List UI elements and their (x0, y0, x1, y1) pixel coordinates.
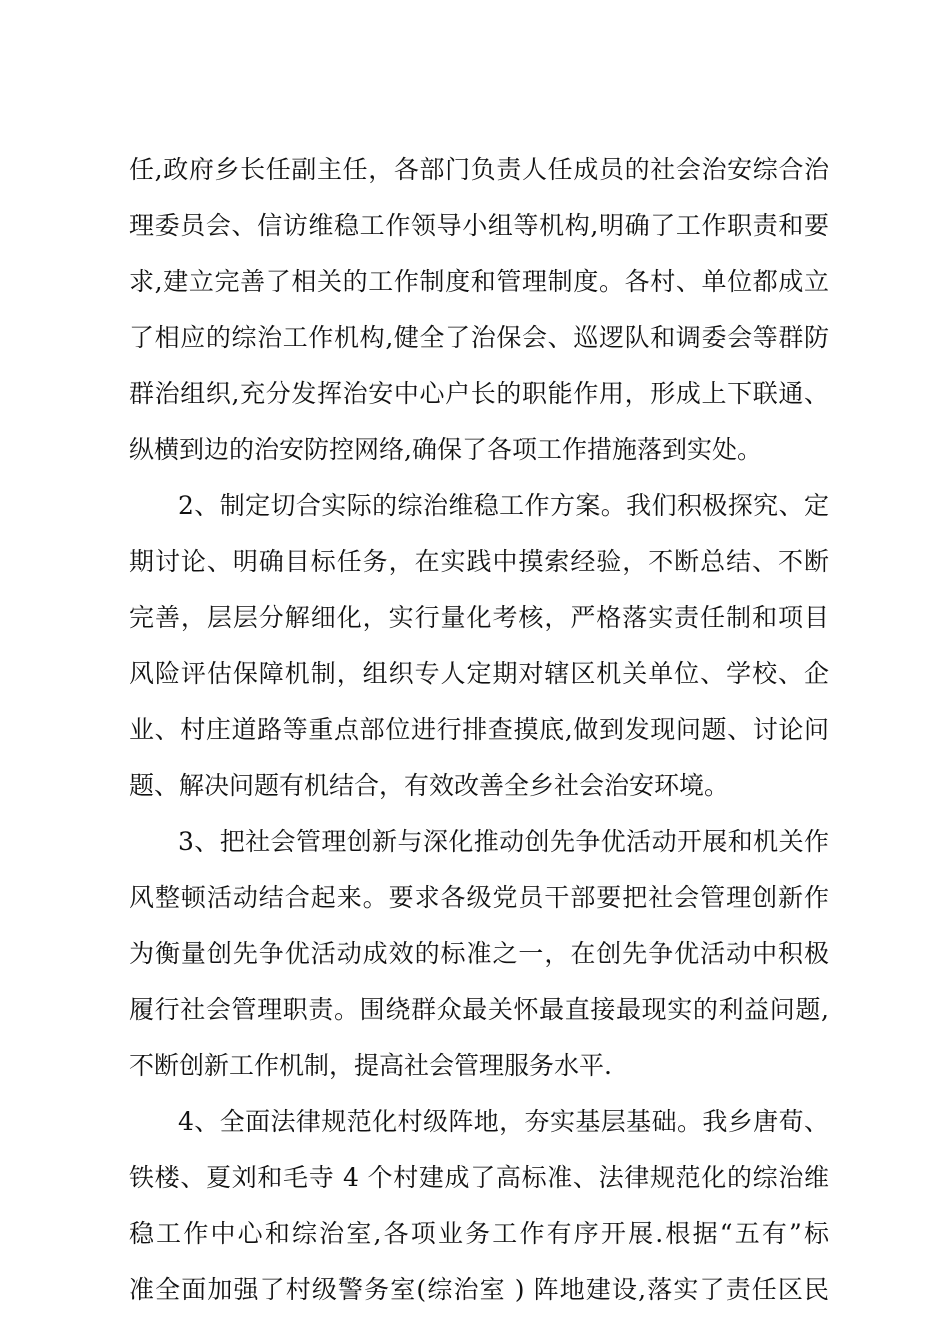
text-line: 为衡量创先争优活动成效的标准之一，在创先争优活动中积极 (129, 939, 829, 968)
text-line: 风整顿活动结合起来。要求各级党员干部要把社会管理创新作 (129, 883, 829, 912)
text-line: 了相应的综治工作机构,健全了治保会、巡逻队和调委会等群防 (129, 323, 829, 352)
paragraph-first-line: 2、制定切合实际的综治维稳工作方案。我们积极探究、定 (178, 491, 829, 520)
text-line: 履行社会管理职责。围绕群众最关怀最直接最现实的利益问题, (129, 995, 829, 1024)
text-line: 准全面加强了村级警务室(综治室 ) 阵地建设,落实了责任区民 (129, 1275, 829, 1304)
text-line: 铁楼、夏刘和毛寺 4 个村建成了高标准、法律规范化的综治维 (129, 1163, 829, 1192)
text-line: 不断创新工作机制，提高社会管理服务水平. (129, 1051, 612, 1080)
text-line: 期讨论、明确目标任务，在实践中摸索经验，不断总结、不断 (129, 547, 829, 576)
text-line: 任,政府乡长任副主任，各部门负责人任成员的社会治安综合治 (129, 155, 829, 184)
text-line: 业、村庄道路等重点部位进行排查摸底,做到发现问题、讨论问 (129, 715, 829, 744)
text-line: 稳工作中心和综治室,各项业务工作有序开展.根据“五有”标 (129, 1219, 829, 1248)
text-line: 求,建立完善了相关的工作制度和管理制度。各村、单位都成立 (129, 267, 829, 296)
paragraph-first-line: 3、把社会管理创新与深化推动创先争优活动开展和机关作 (178, 827, 829, 856)
text-line: 理委员会、信访维稳工作领导小组等机构,明确了工作职责和要 (129, 211, 829, 240)
text-line: 风险评估保障机制，组织专人定期对辖区机关单位、学校、企 (129, 659, 829, 688)
text-line: 题、解决问题有机结合，有效改善全乡社会治安环境。 (129, 771, 730, 800)
text-line: 完善，层层分解细化，实行量化考核，严格落实责任制和项目 (129, 603, 829, 632)
text-line: 纵横到边的治安防控网络,确保了各项工作措施落到实处。 (129, 435, 762, 464)
text-line: 群治组织,充分发挥治安中心户长的职能作用，形成上下联通、 (129, 379, 829, 408)
paragraph-first-line: 4、全面法律规范化村级阵地，夯实基层基础。我乡唐荀、 (178, 1107, 829, 1136)
